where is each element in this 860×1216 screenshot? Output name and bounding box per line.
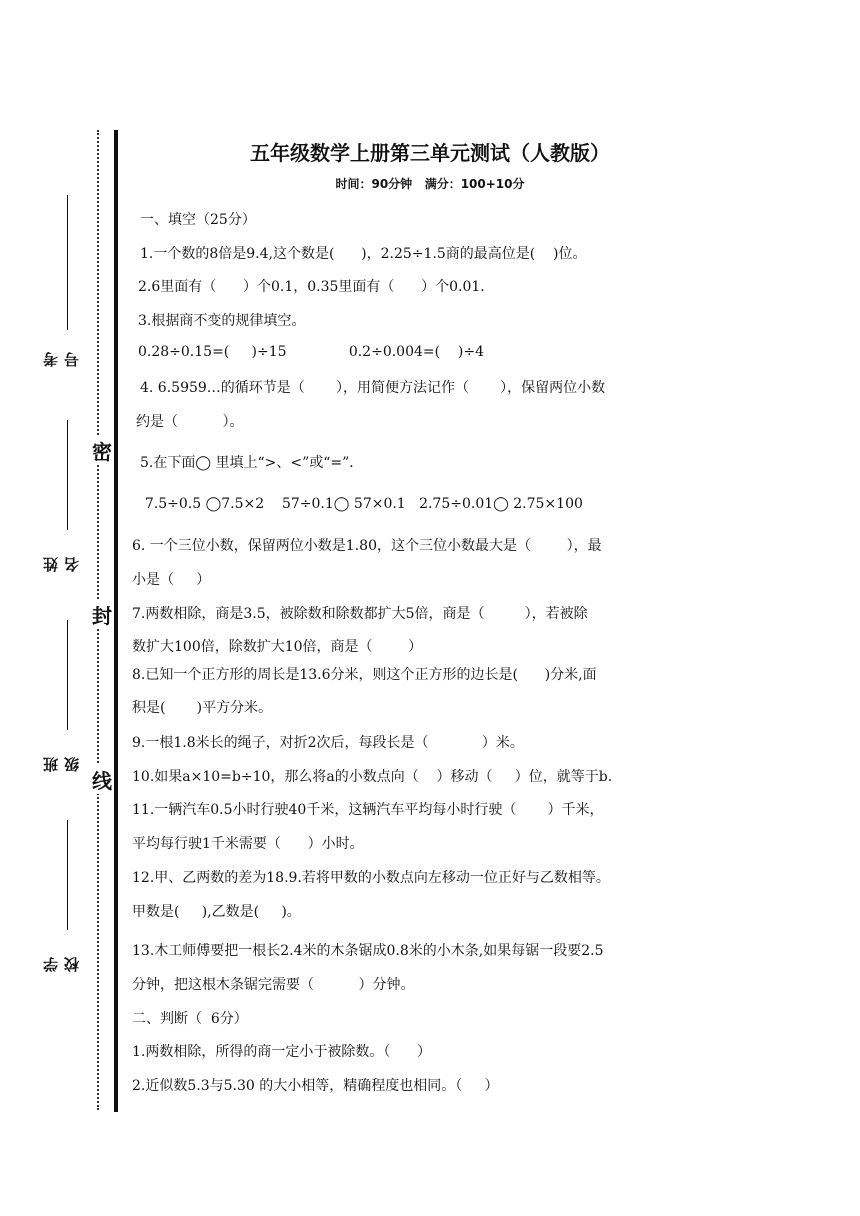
question-line: 13.木工师傅要把一根长2.4米的木条锯成0.8米的小木条,如果每锯一段要2.5: [132, 943, 604, 959]
exam-info: 时间：90分钟 满分：100+10分: [335, 177, 525, 191]
margin-border-line: [114, 130, 118, 1112]
question-line: 积是( )平方分米。: [132, 700, 273, 716]
exam-no-label: 考号: [42, 338, 81, 368]
question-line: 小是（ ）: [132, 572, 211, 588]
name-label: 姓名: [42, 543, 81, 572]
seal-char-xian: 线: [91, 765, 113, 794]
question-line: 9.一根1.8米长的绳子，对折2次后，每段长是（ ）米。: [132, 735, 524, 751]
question-line: 2.近似数5.3与5.30 的大小相等，精确程度也相同。（ ）: [132, 1078, 499, 1094]
question-line: 0.28÷0.15=( )÷15 0.2÷0.004=( )÷4: [138, 344, 484, 360]
page-title: 五年级数学上册第三单元测试（人教版）: [250, 141, 610, 165]
exam-no-line: [67, 195, 68, 330]
question-line: 11.一辆汽车0.5小时行驶40千米，这辆汽车平均每小时行驶（ ）千米，: [132, 802, 604, 818]
question-line: 7.两数相除，商是3.5，被除数和除数都扩大5倍，商是（ ），若被除: [132, 606, 588, 622]
question-line: 分钟，把这根木条锯完需要（ ）分钟。: [132, 977, 415, 993]
question-line: 7.5÷0.5 ◯7.5×2 57÷0.1◯ 57×0.1 2.75÷0.01◯ 2.75×100: [136, 496, 583, 512]
class-label: 班级: [42, 743, 81, 772]
question-line: 甲数是( ),乙数是( )。: [132, 904, 301, 920]
question-line: 10.如果a×10=b÷10，那么将a的小数点向（ ）移动（ ）位，就等于b.: [132, 769, 613, 785]
question-line: 5.在下面◯ 里填上“>、<”或“=”.: [140, 455, 354, 471]
question-line: 1.两数相除，所得的商一定小于被除数。（ ）: [132, 1044, 432, 1060]
seal-char-mi: 密: [91, 436, 113, 465]
question-line: 12.甲、乙两数的差为18.9.若将甲数的小数点向左移动一位正好与乙数相等。: [132, 870, 610, 886]
question-line: 8.已知一个正方形的周长是13.6分米，则这个正方形的边长是( )分米,面: [132, 667, 597, 683]
school-label: 学校: [42, 943, 81, 972]
question-line: 4. 6.5959…的循环节是（ ），用简便方法记作（ ），保留两位小数: [140, 380, 606, 396]
question-line: 平均每行驶1千米需要（ ）小时。: [132, 836, 364, 852]
school-line: [67, 820, 68, 930]
question-line: 数扩大100倍，除数扩大10倍，商是（ ）: [132, 639, 423, 655]
question-line: 1.一个数的8倍是9.4,这个数是( )，2.25÷1.5商的最高位是( )位。: [140, 246, 587, 262]
name-line: [67, 420, 68, 530]
question-line: 2.6里面有（ ）个0.1，0.35里面有（ ）个0.01.: [138, 279, 485, 295]
question-line: 约是（ ）。: [136, 414, 244, 430]
section-heading: 二、判断（ 6分）: [132, 1011, 248, 1027]
class-line: [67, 620, 68, 730]
question-line: 3.根据商不变的规律填空。: [138, 313, 306, 329]
question-line: 6. 一个三位小数，保留两位小数是1.80，这个三位小数最大是（ ），最: [132, 538, 602, 554]
section-heading: 一、填空（25分）: [140, 212, 256, 228]
seal-char-feng: 封: [91, 600, 113, 629]
